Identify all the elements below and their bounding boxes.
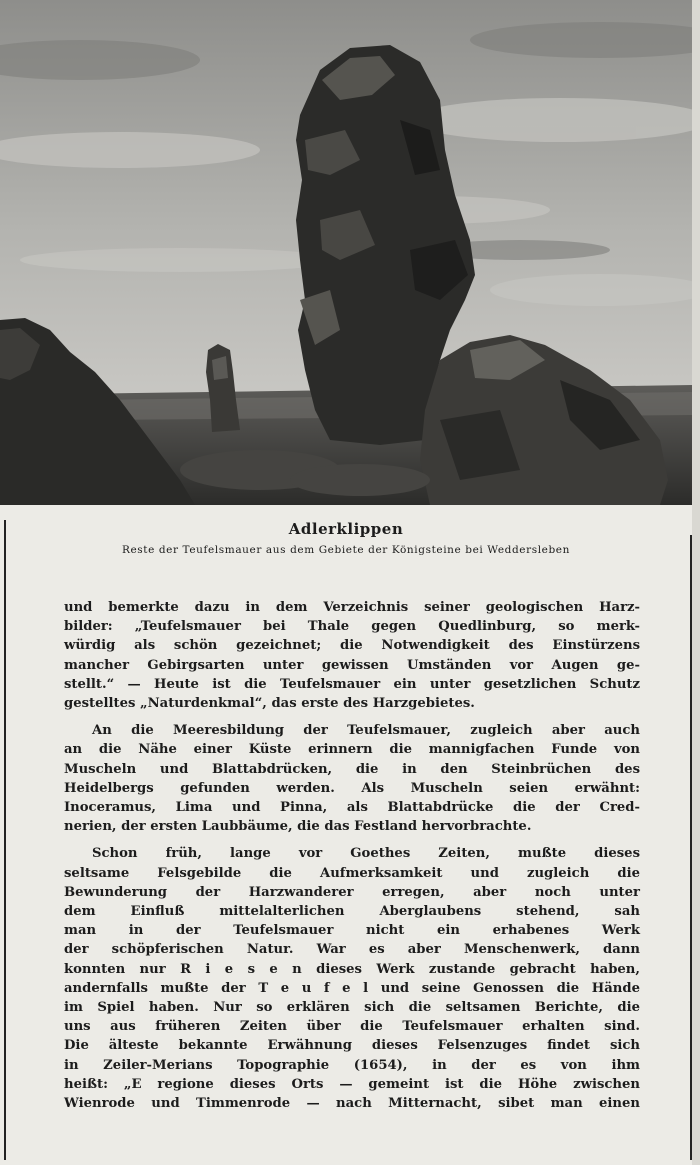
text-line: man in der Teufelsmauer nicht ein erhabenes Werk: [64, 923, 640, 939]
text-line: heißt: „E regione dieses Orts — gemeint ist die Höhe zwischen: [64, 1076, 640, 1092]
text-line: Die älteste bekannte Erwähnung dieses Felsenzuges findet sich: [64, 1038, 640, 1054]
paragraph-3: [64, 844, 640, 1113]
text-line: in Zeiler-Merians Topographie (1654), in der es von ihm: [64, 1057, 640, 1073]
text-line: Inoceramus, Lima und Pinna, als Blattabdrücke die der Cred-: [64, 800, 640, 816]
text-line: bilder: „Teufelsmauer bei Thale gegen Quedlinburg, so merk-: [64, 619, 640, 635]
photograph-teufelsmauer: [0, 0, 692, 505]
text-line: Heidelbergs gefunden werden. Als Muscheln seien erwähnt:: [64, 780, 640, 796]
page-edge-strip: [692, 0, 700, 1165]
text-line: An die Meeresbildung der Teufelsmauer, zugleich aber auch: [92, 723, 640, 739]
caption-subtitle: Reste der Teufelsmauer aus dem Gebiete der Königsteine bei Weddersleben: [121, 544, 570, 556]
text-line: mancher Gebirgsarten unter gewissen Umständen vor Augen ge-: [64, 657, 640, 673]
column-rule-left: [4, 520, 6, 1160]
text-line: gestelltes „Naturdenkmal“, das erste des Harzgebietes.: [64, 696, 475, 712]
text-line: Schon früh, lange vor Goethes Zeiten, mußte dieses: [92, 846, 640, 862]
text-line: würdig als schön gezeichnet; die Notwendigkeit des Einstürzens: [64, 638, 640, 654]
caption-title: Adlerklippen: [288, 520, 404, 538]
text-line: und bemerkte dazu in dem Verzeichnis seiner geologischen Harz-: [64, 600, 640, 615]
text-line: andernfalls mußte der T e u f e l und seine Genossen die Hände: [64, 980, 640, 996]
text-line: nerien, der ersten Laubbäume, die das Festland hervorbrachte.: [64, 819, 532, 835]
column-rule-right: [690, 535, 692, 1160]
text-line: stellt.“ — Heute ist die Teufelsmauer ein unter gesetzlichen Schutz: [64, 676, 640, 692]
text-line: seltsame Felsgebilde die Aufmerksamkeit und zugleich die: [64, 865, 640, 881]
paragraph-1: [64, 598, 640, 713]
text-line: an die Nähe einer Küste erinnern die mannigfachen Funde von: [64, 742, 640, 758]
text-line: Bewunderung der Harzwanderer erregen, aber noch unter: [64, 884, 640, 900]
paragraph-2: [64, 721, 640, 836]
text-line: dem Einfluß mittelalterlichen Aberglaubens stehend, sah: [64, 904, 640, 920]
text-line: der schöpferischen Natur. War es aber Menschenwerk, dann: [64, 942, 640, 958]
text-line: Wienrode und Timmenrode — nach Mitternacht, sibet man einen: [64, 1096, 640, 1112]
text-line: konnten nur R i e s e n dieses Werk zustande gebracht haben,: [64, 961, 640, 977]
text-line: Muscheln und Blattabdrücken, die in den Steinbrüchen des: [64, 761, 640, 777]
photo-caption: [0, 520, 692, 556]
text-line: im Spiel haben. Nur so erklären sich die seltsamen Berichte, die: [64, 1000, 640, 1016]
body-text: [64, 598, 640, 1113]
text-line: uns aus früheren Zeiten über die Teufelsmauer erhalten sind.: [64, 1019, 640, 1035]
